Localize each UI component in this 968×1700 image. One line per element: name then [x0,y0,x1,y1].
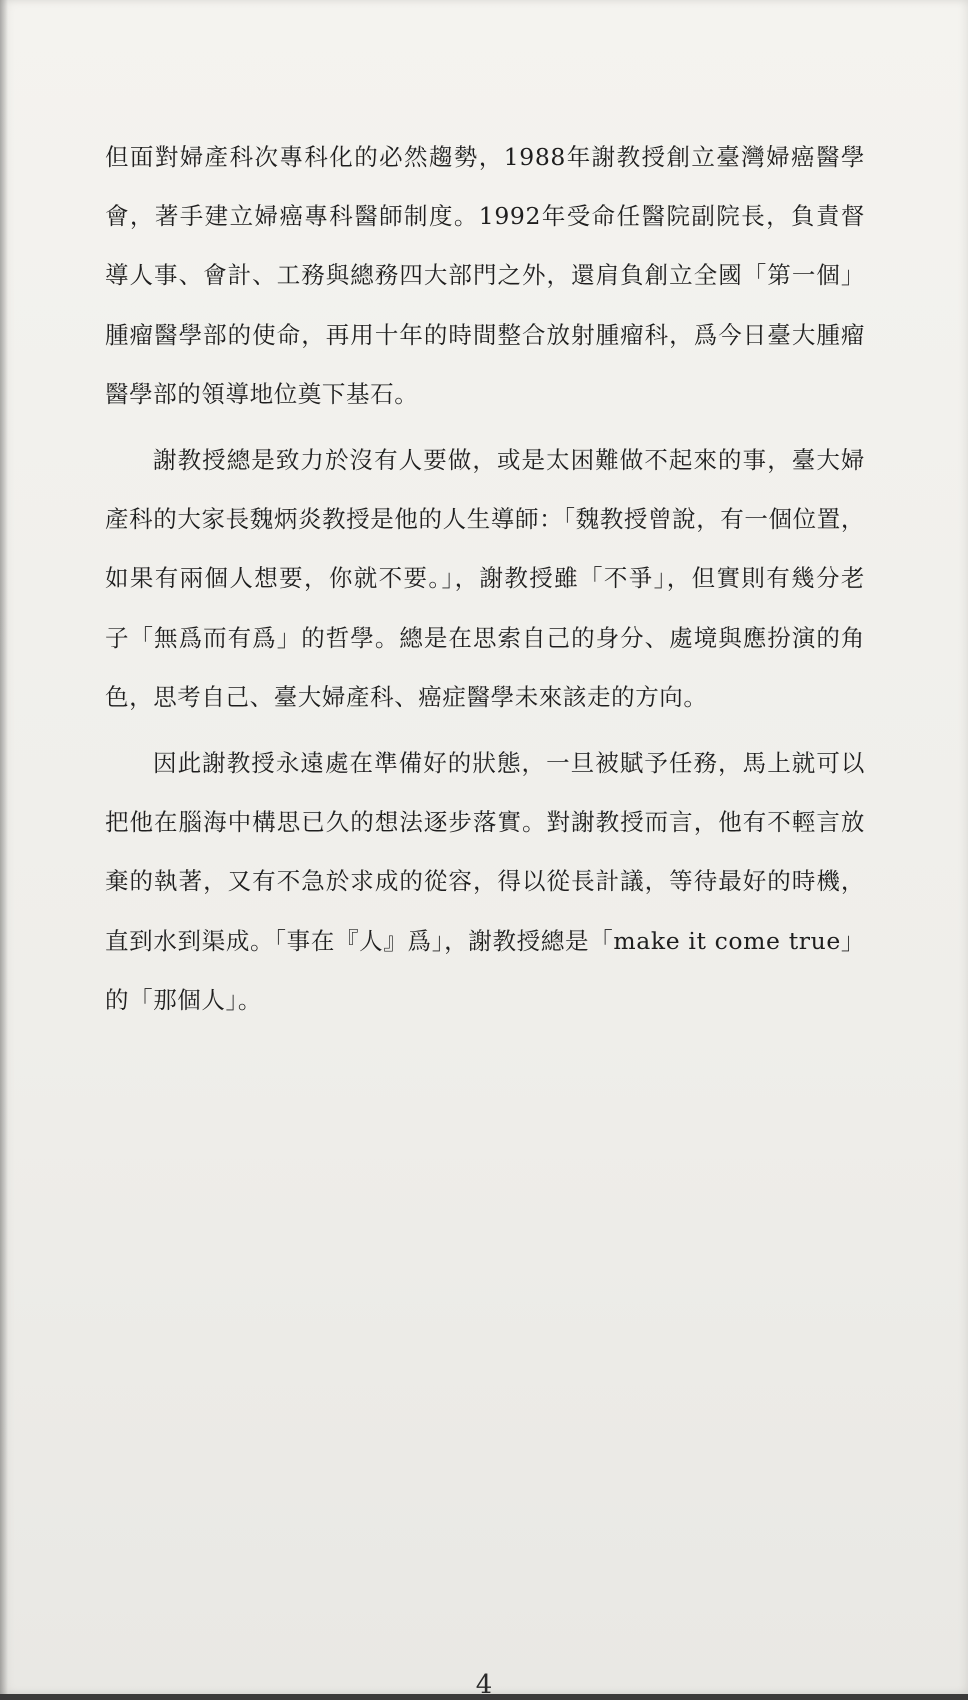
paragraph-2: 謝教授總是致力於沒有人要做，或是太困難做不起來的事，臺大婦產科的大家長魏炳炎教授是他的人生導師：「魏教授曾說，有一個位置，如果有兩個人想要，你就不要。」，謝教授雖「不爭」，但實則有幾分老子「無爲而有爲」的哲學。總是在思索自己的身分、處境與應扮演的角色，思考自己、臺大婦產科、癌症醫學未來該走的方向。 [105,446,865,711]
body-text [105,128,865,1030]
page-number: 4 [475,1670,493,1700]
page-spine-shadow [0,0,8,1694]
paragraph-1: 但面對婦產科次專科化的必然趨勢，1988年謝教授創立臺灣婦癌醫學會，著手建立婦癌專科醫師制度。1992年受命任醫院副院長，負責督導人事、會計、工務與總務四大部門之外，還肩負創立全國「第一個」腫瘤醫學部的使命，再用十年的時間整合放射腫瘤科，爲今日臺大腫瘤醫學部的領導地位奠下基石。 [105,143,865,408]
paragraph-3: 因此謝教授永遠處在準備好的狀態，一旦被賦予任務，馬上就可以把他在腦海中構思已久的想法逐步落實。對謝教授而言，他有不輕言放棄的執著，又有不急於求成的從容，得以從長計議，等待最好的時機，直到水到渠成。「事在『人』爲」，謝教授總是「make it come true」的「那個人」。 [105,749,865,1014]
